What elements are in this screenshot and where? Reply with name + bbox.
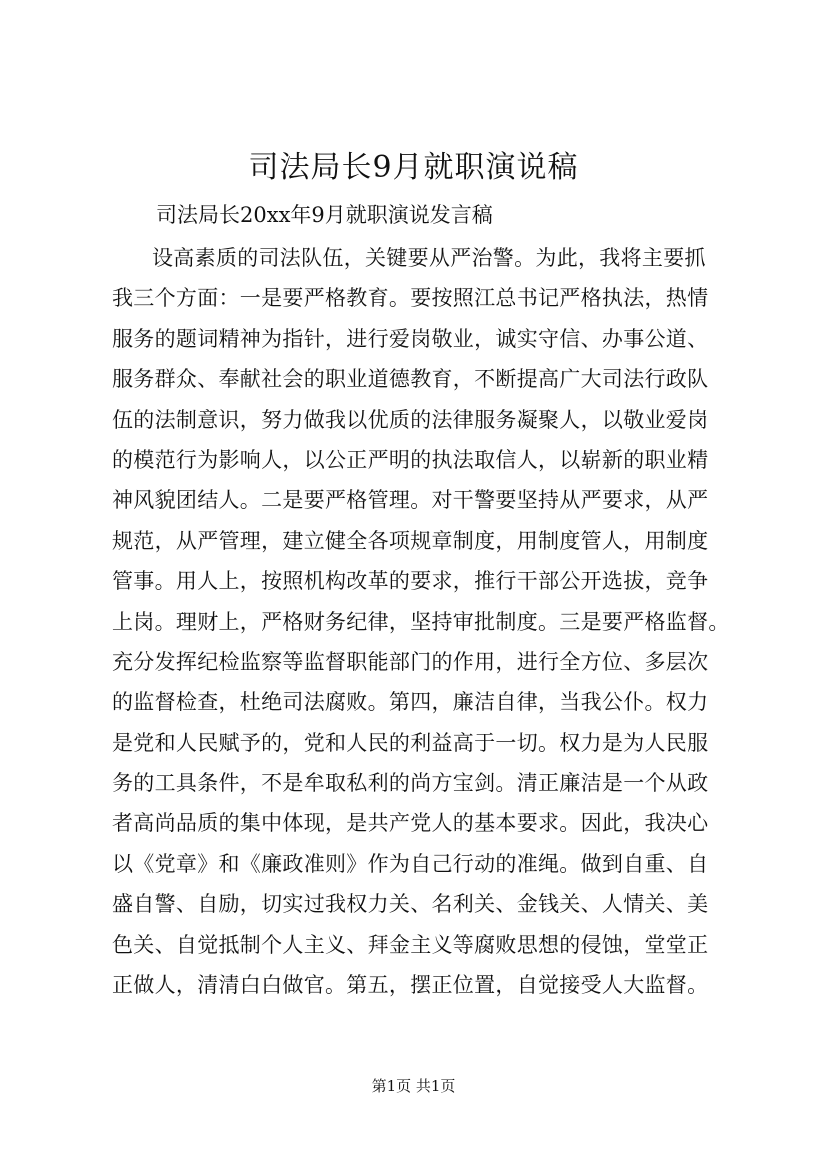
body-line: 管事。用人上，按照机构改革的要求，推行干部公开选拔，竞争 [112, 569, 709, 594]
body-line: 以《党章》和《廉政准则》作为自己行动的准绳。做到自重、自 [112, 851, 709, 876]
body-line: 务的工具条件，不是牟取私利的尚方宝剑。清正廉洁是一个从政 [112, 771, 709, 796]
body-line: 充分发挥纪检监察等监督职能部门的作用，进行全方位、多层次 [112, 649, 709, 674]
body-line: 的模范行为影响人，以公正严明的执法取信人，以崭新的职业精 [112, 447, 709, 472]
body-line: 上岗。理财上，严格财务纪律，坚持审批制度。三是要严格监督。 [112, 609, 730, 634]
body-line: 规范，从严管理，建立健全各项规章制度，用制度管人，用制度 [112, 528, 709, 553]
body-line: 我三个方面：一是要严格教育。要按照江总书记严格执法，热情 [112, 286, 709, 311]
body-line: 盛自警、自励，切实过我权力关、名利关、金钱关、人情关、美 [112, 892, 709, 917]
body-line: 是党和人民赋予的，党和人民的利益高于一切。权力是为人民服 [112, 730, 709, 755]
body-line: 伍的法制意识，努力做我以优质的法律服务凝聚人，以敬业爱岗 [112, 407, 709, 432]
body-line: 者高尚品质的集中体现，是共产党人的基本要求。因此，我决心 [112, 811, 709, 836]
page-footer: 第1页 共1页 [371, 1077, 456, 1095]
body-line: 服务群众、奉献社会的职业道德教育，不断提高广大司法行政队 [112, 367, 709, 392]
document-body [112, 238, 772, 1005]
body-line: 色关、自觉抵制个人主义、拜金主义等腐败思想的侵蚀，堂堂正 [112, 932, 709, 957]
document-subtitle: 司法局长20xx年9月就职演说发言稿 [156, 203, 493, 227]
body-line: 服务的题词精神为指针，进行爱岗敬业，诚实守信、办事公道、 [112, 326, 709, 351]
body-line: 神风貌团结人。二是要严格管理。对干警要坚持从严要求，从严 [112, 488, 709, 513]
body-line: 正做人，清清白白做官。第五，摆正位置，自觉接受人大监督。 [112, 973, 709, 998]
document-title: 司法局长9月就职演说稿 [248, 150, 579, 185]
body-line: 的监督检查，杜绝司法腐败。第四，廉洁自律，当我公仆。权力 [112, 690, 709, 715]
body-line: 设高素质的司法队伍，关键要从严治警。为此，我将主要抓 [152, 246, 706, 270]
